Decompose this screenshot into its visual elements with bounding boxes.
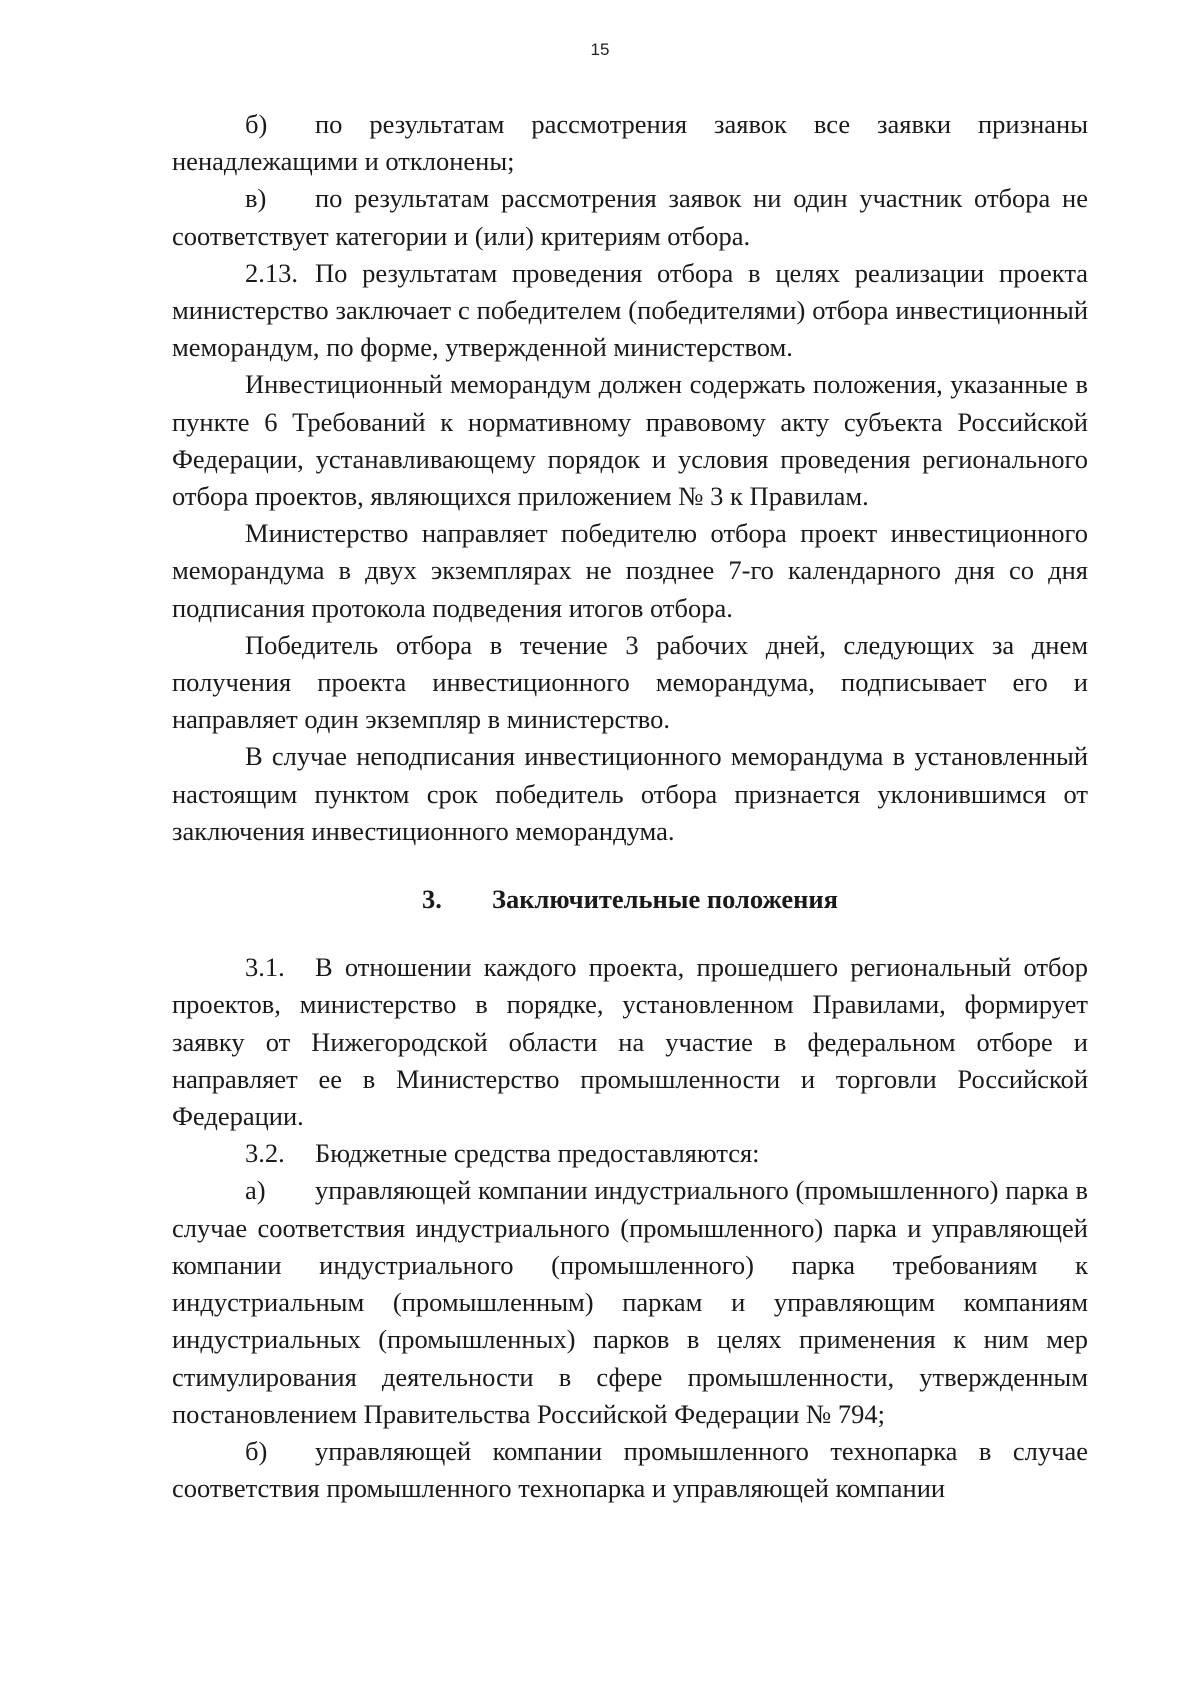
clause-3-2 [172,1135,1088,1172]
paragraph-memorandum-content: Инвестиционный меморандум должен содержать положения, указанные в пункте 6 Требований к нормативному правовому акту субъекта Российской Федерации, устанавливающему порядок и условия проведения регионального отбора проектов, являющихся приложением № 3 к Правилам. [172,369,1088,512]
list-item-b [172,106,1088,180]
list-item-a [172,1172,1088,1432]
list-item-v [172,180,1088,254]
clause-2-13 [172,255,1088,367]
item-text: по результатам рассмотрения заявок все заявки признаны ненадлежащими и отклонены; [172,109,1088,177]
paragraph-non-signing: В случае неподписания инвестиционного меморандума в установленный настоящим пунктом срок победитель отбора признается уклонившимся от заключения инвестиционного меморандума. [172,741,1088,846]
item-text: управляющей компании промышленного технопарка в случае соответствия промышленного технопарка и управляющей компании [172,1435,1088,1504]
section-title: Заключительные положения [492,884,838,915]
page-number: 15 [590,40,610,59]
paragraph-winner-signs: Победитель отбора в течение 3 рабочих дней, следующих за днем получения проекта инвестиционного меморандума, подписывает его и направляет один экземпляр в министерство. [172,629,1088,735]
clause-number: 3.1. [245,952,285,983]
clause-text: В отношении каждого проекта, прошедшего региональный отбор проектов, министерство в порядке, установленном Правилами, формирует заявку от Нижегородской области на участие в федеральном отборе и направляет ее в Министерство промышленности и торговли Российской Федерации. [172,952,1088,1132]
item-text: по результатам рассмотрения заявок ни один участник отбора не соответствует категории и (или) критериям отбора. [172,183,1088,251]
paragraph-ministry-sends: Министерство направляет победителю отбора проект инвестиционного меморандума в двух экземплярах не позднее 7-го календарного дня со дня подписания протокола подведения итогов отбора. [172,518,1088,623]
document-body [172,106,1088,1507]
item-marker: в) [245,183,267,214]
section-heading [172,881,1088,918]
item-text: управляющей компании индустриального (промышленного) парка в случае соответствия индустриального (промышленного) парка и управляющей компании индустриального (промышленного) парка требованиям к индустриальным (промышленным) паркам и управляющим компаниям индустриальных (промышленных) парков в целях применения к ним мер стимулирования деятельности в сфере промышленности, утвержденным постановлением Правительства Российской Федерации № 794; [172,1175,1088,1429]
clause-number: 2.13. [245,257,298,288]
clause-3-1 [172,949,1088,1135]
clause-text: Бюджетные средства предоставляются: [315,1138,760,1169]
item-marker: б) [245,109,268,139]
list-item-b-technopark [172,1433,1088,1507]
clause-text: По результатам проведения отбора в целях реализации проекта министерство заключает с победителем (победителями) отбора инвестиционный меморандум, по форме, утвержденной министерством. [172,257,1088,363]
item-marker: а) [245,1175,266,1206]
item-marker: б) [245,1435,268,1466]
clause-number: 3.2. [245,1138,285,1169]
section-number: 3. [422,884,442,915]
